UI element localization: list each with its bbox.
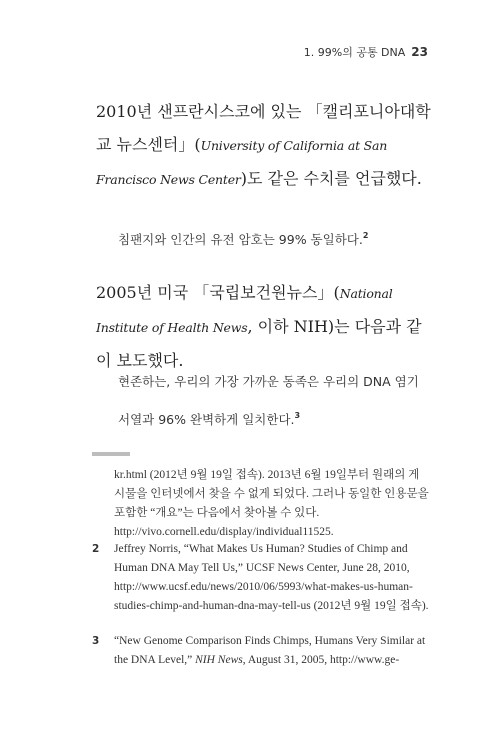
footnote-number: 3 (92, 635, 100, 647)
page-number: 23 (411, 45, 428, 59)
chapter-title: 1. 99%의 공통 DNA (303, 46, 406, 59)
footnote-text (114, 632, 430, 670)
footnote-continued (92, 466, 430, 542)
paragraph-text: , 이하 NIH)는 다음과 같이 보도했다. (96, 317, 422, 370)
footnote-ref[interactable]: 3 (294, 411, 301, 420)
paragraph-text: )도 같은 수치를 언급했다. (240, 169, 422, 188)
footnote-text: kr.html (2012년 9월 19일 접속). 2013년 6월 19일부터 원래의 게시물을 인터넷에서 찾을 수 없게 되었다. 그러나 동일한 인용문을 포함한 “개요”는 다음에서 찾아볼 수 있다. http://vivo.cornell.edu/display/individual11525. (114, 469, 429, 538)
running-header (304, 44, 428, 60)
footnote-text-part: “New Genome Comparison Finds Chimps, Humans Very Similar at the DNA Level,” (114, 635, 426, 666)
footnote-text-part: , August 31, 2005, http://www.ge- (242, 654, 400, 666)
source-title-italic: National Institute of Health News (96, 286, 393, 335)
paragraph-text: 2010년 샌프란시스코에 있는 「캘리포니아대학교 뉴스센터」( (96, 102, 431, 154)
footnote-divider (92, 452, 130, 456)
footnote-text: Jeffrey Norris, “What Makes Us Human? Studies of Chimp and Human DNA May Tell Us,” UCSF News Center, June 28, 2010, http://www.ucsf.edu/news/2010/06/5993/what-makes-us-human-studies-chimp-and-human-dna-may-tell-us (2012년 9월 19일 접속). (114, 543, 429, 612)
source-title-italic: University of California at San Francisco News Center (96, 138, 388, 187)
block-quote-2 (118, 365, 433, 437)
footnote-3 (92, 632, 430, 670)
paragraph-nih (96, 276, 431, 377)
block-quote-1 (118, 219, 433, 257)
source-title-italic: NIH News (195, 654, 243, 666)
quote-text: 침팬지와 인간의 유전 암호는 99% 동일하다. (118, 232, 363, 247)
quote-text: 현존하는, 우리의 가장 가까운 동족은 우리의 DNA 염기 서열과 96% 완벽하게 일치한다. (118, 374, 419, 427)
paragraph-text: 2005년 미국 「국립보건원뉴스」( (96, 283, 340, 302)
footnote-2 (92, 540, 430, 616)
paragraph-ucsf (96, 95, 431, 196)
footnote-number: 2 (92, 543, 100, 555)
footnote-ref[interactable]: 2 (362, 231, 369, 240)
